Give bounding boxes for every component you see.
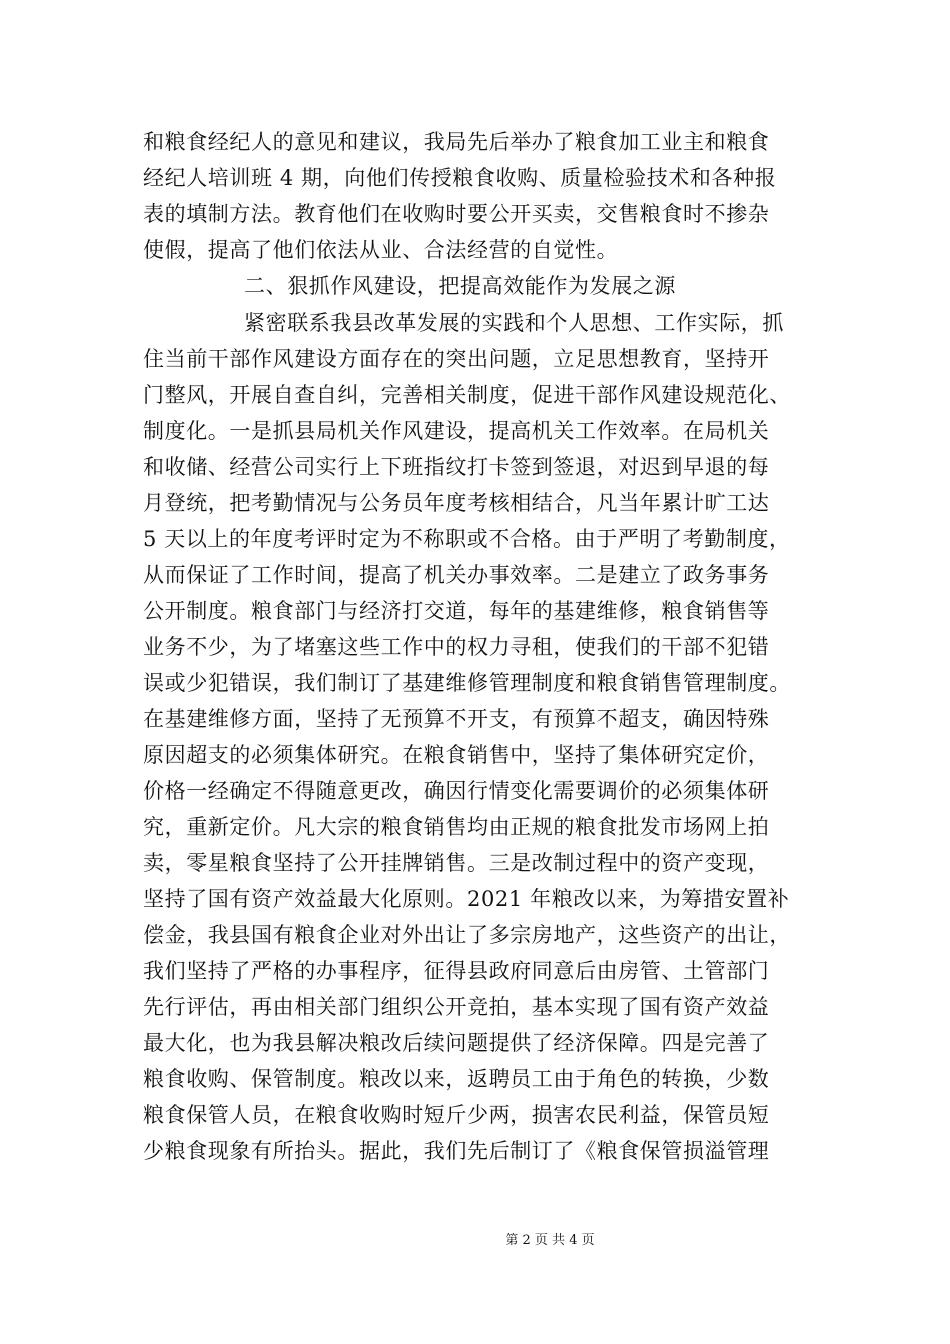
text-line-18: 原因超支的必须集体研究。在粮食销售中，坚持了集体研究定价，	[143, 743, 770, 767]
text-line-26: 最大化，也为我县解决粮改后续问题提供了经济保障。四是完善了	[143, 1031, 770, 1055]
text-line-12: 5 天以上的年度考评时定为不称职或不合格。由于严明了考勤制度，	[143, 527, 791, 551]
text-line-19: 价格一经确定不得随意更改，确因行情变化需要调价的必须集体研	[143, 779, 770, 803]
text-line-29: 少粮食现象有所抬头。据此，我们先后制订了《粮食保管损溢管理	[143, 1139, 770, 1163]
text-line-16: 误或少犯错误，我们制订了基建维修管理制度和粮食销售管理制度。	[143, 671, 791, 695]
text-line-28: 粮食保管人员，在粮食收购时短斤少两，损害农民利益，保管员短	[143, 1103, 770, 1127]
text-line-8: 门整风，开展自查自纠，完善相关制度，促进干部作风建设规范化、	[143, 383, 791, 407]
page-number-footer: 第 2 页 共 4 页	[505, 1233, 595, 1248]
section-heading: 二、狠抓作风建设，把提高效能作为发展之源	[244, 274, 676, 298]
text-line-11: 月登统，把考勤情况与公务员年度考核相结合，凡当年累计旷工达	[143, 491, 770, 515]
text-line-23: 偿金，我县国有粮食企业对外出让了多宗房地产，这些资产的出让，	[143, 923, 791, 947]
text-line-20: 究，重新定价。凡大宗的粮食销售均由正规的粮食批发市场网上拍	[143, 815, 770, 839]
text-line-15: 业务不少，为了堵塞这些工作中的权力寻租，使我们的干部不犯错	[143, 635, 770, 659]
text-line-4: 使假，提高了他们依法从业、合法经营的自觉性。	[143, 238, 619, 262]
text-line-17: 在基建维修方面，坚持了无预算不开支，有预算不超支，确因特殊	[143, 707, 770, 731]
text-line-7: 住当前干部作风建设方面存在的突出问题，立足思想教育，坚持开	[143, 347, 770, 371]
text-line-14: 公开制度。粮食部门与经济打交道，每年的基建维修，粮食销售等	[143, 599, 770, 623]
text-line-24: 我们坚持了严格的办事程序，征得县政府同意后由房管、土管部门	[143, 959, 770, 983]
text-line-1: 和粮食经纪人的意见和建议，我局先后举办了粮食加工业主和粮食	[143, 130, 770, 154]
text-line-22: 坚持了国有资产效益最大化原则。2021 年粮改以来，为筹措安置补	[143, 887, 790, 911]
text-line-21: 卖，零星粮食坚持了公开挂牌销售。三是改制过程中的资产变现，	[143, 851, 770, 875]
text-line-13: 从而保证了工作时间，提高了机关办事效率。二是建立了政务事务	[143, 563, 770, 587]
text-line-25: 先行评估，再由相关部门组织公开竞拍，基本实现了国有资产效益	[143, 995, 770, 1019]
text-line-10: 和收储、经营公司实行上下班指纹打卡签到签退，对迟到早退的每	[143, 455, 770, 479]
text-line-27: 粮食收购、保管制度。粮改以来，返聘员工由于角色的转换，少数	[143, 1067, 770, 1091]
text-line-3: 表的填制方法。教育他们在收购时要公开买卖，交售粮食时不掺杂	[143, 202, 770, 226]
text-line-2: 经纪人培训班 4 期，向他们传授粮食收购、质量检验技术和各种报	[143, 166, 777, 190]
text-line-9: 制度化。一是抓县局机关作风建设，提高机关工作效率。在局机关	[143, 419, 770, 443]
text-line-6: 紧密联系我县改革发展的实践和个人思想、工作实际，抓	[244, 311, 784, 335]
